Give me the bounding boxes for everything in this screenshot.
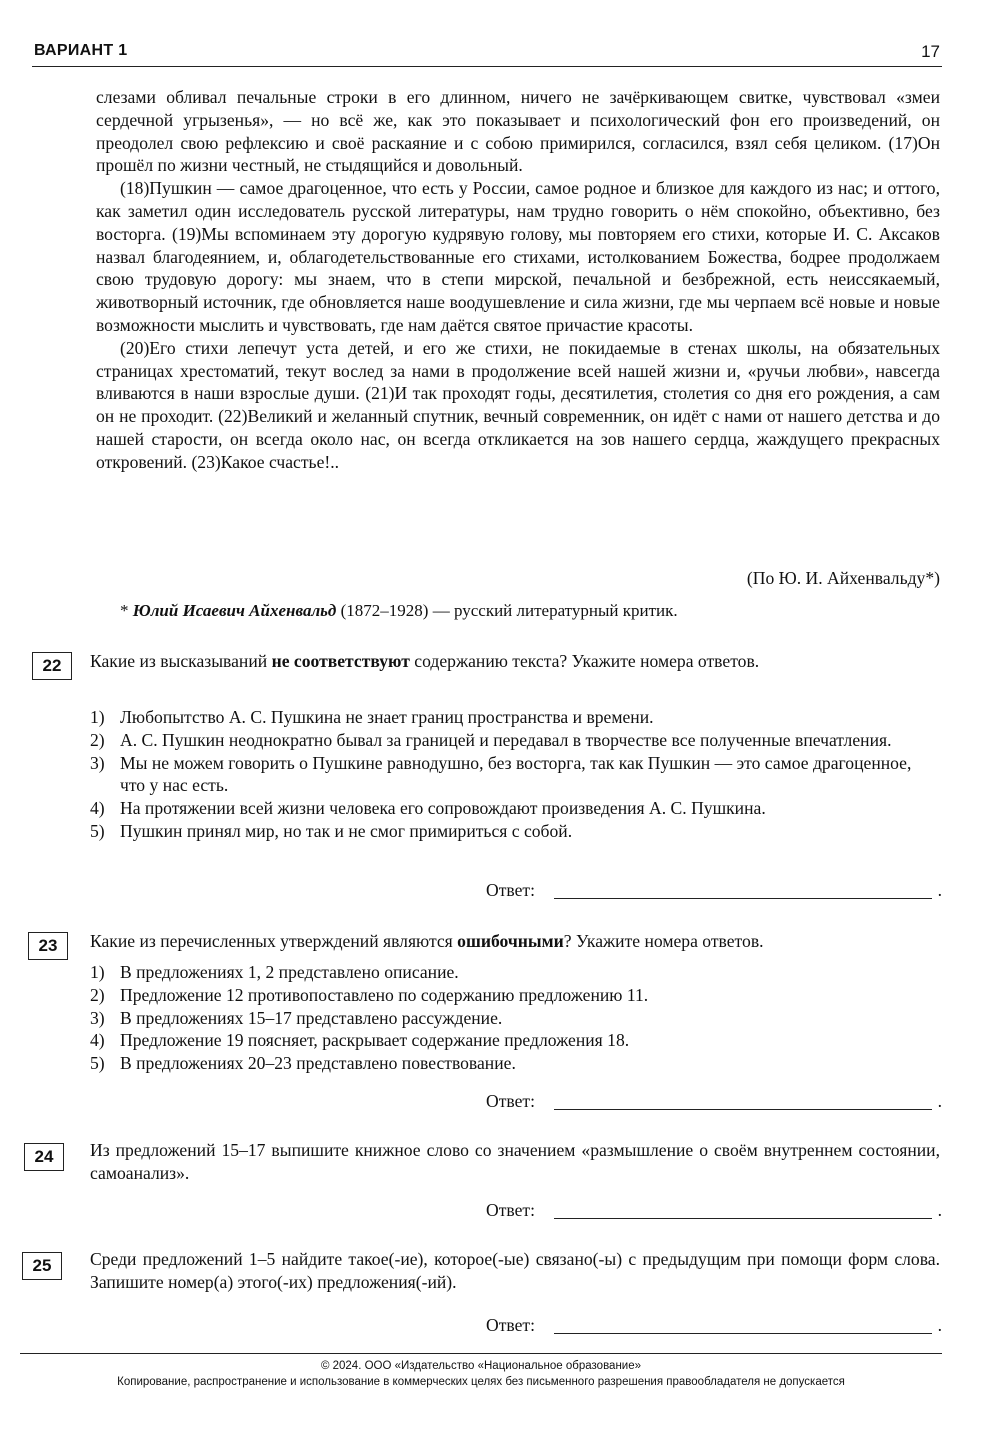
task-number-box: 25 <box>22 1252 62 1280</box>
variant-label: ВАРИАНТ 1 <box>34 42 128 59</box>
copyright-line: © 2024. ООО «Издательство «Национальное образование» <box>320 1360 642 1372</box>
author-footnote <box>120 601 678 621</box>
question-text: Какие из перечисленных утверждений являются <box>90 931 458 951</box>
footnote-marker: * <box>120 601 133 620</box>
option-item <box>90 1029 940 1052</box>
option-text: Любопытство А. С. Пушкина не знает границ пространства и времени. <box>120 707 654 727</box>
task-question: Среди предложений 1–5 найдите такое(-ие), которое(-ые) связано(-ы) с предыдущим при помощи форм слова. Запишите номер(а) этого(-их) предложения(-ий). <box>90 1249 940 1292</box>
footnote-text: (1872–1928) — русский литературный критик. <box>336 601 678 620</box>
option-text: Предложение 12 противопоставлено по содержанию предложению 11. <box>120 984 649 1005</box>
answer-label: Ответ: <box>486 1200 535 1220</box>
question-text: Какие из высказываний <box>90 651 272 671</box>
option-number: 2) <box>90 729 105 750</box>
option-number: 4) <box>90 798 105 819</box>
option-item <box>90 1052 940 1075</box>
passage-paragraph: слезами обливал печальные строки в его длинном, ничего не зачёркивающем свитке, чувствовал «змеи сердечной угрызенья», — но всё же, как это показывает и психологический фон его произведений, он преодолел свою рефлексию и своё раскаяние и с собою примирился, согласился, взял себя целиком. (17)Он прошёл по жизни честный, не стыдящийся и довольный. <box>96 87 940 176</box>
task-question <box>90 650 940 673</box>
question-emphasis: не соответствуют <box>271 651 410 671</box>
answer-field[interactable] <box>486 1315 942 1339</box>
option-number: 4) <box>90 1030 105 1051</box>
answer-period: . <box>937 1091 942 1111</box>
option-text: А. С. Пушкин неоднократно бывал за границей и передавал в творчестве все полученные впечатления. <box>120 729 892 750</box>
option-number: 5) <box>90 1053 105 1074</box>
options-list <box>90 961 940 1075</box>
reading-passage <box>96 86 940 474</box>
options-list <box>90 706 940 843</box>
task-number-box: 23 <box>28 932 68 960</box>
answer-period: . <box>937 1315 942 1335</box>
page-number: 17 <box>921 42 940 61</box>
option-item <box>90 1007 940 1030</box>
option-item <box>90 706 940 729</box>
option-text: В предложениях 20–23 представлено повествование. <box>120 1053 516 1074</box>
option-number: 3) <box>90 1007 105 1028</box>
copyright-notice: Копирование, распространение и использование в коммерческих целях без письменного разрешения правообладателя не допускается <box>117 1376 845 1388</box>
question-text: ? Укажите номера ответов. <box>563 931 764 951</box>
answer-line[interactable] <box>554 898 932 899</box>
option-number: 5) <box>90 820 105 841</box>
task-question: Из предложений 15–17 выпишите книжное слово со значением «размышление о своём внутреннем состоянии, самоанализ». <box>90 1140 940 1183</box>
answer-line[interactable] <box>554 1333 932 1334</box>
option-item <box>90 961 940 984</box>
footnote-author-name: Юлий Исаевич Айхенвальд <box>132 601 337 620</box>
answer-line[interactable] <box>554 1218 932 1219</box>
option-number: 2) <box>90 984 105 1005</box>
option-text: На протяжении всей жизни человека его сопровождают произведения А. С. Пушкина. <box>120 798 766 819</box>
answer-period: . <box>937 1200 942 1220</box>
task-question <box>90 930 940 953</box>
passage-paragraph: (20)Его стихи лепечут уста детей, и его же стихи, не покидаемые в стенах школы, на обязательных страницах хрестоматий, текут вослед за нами в продолжение всей нашей жизни и, «ручьи любви», навсегда вливаются в наши взрослые души. (21)И так проходят годы, десятилетия, столетия со дня его рождения, а сам он не проходит. (22)Великий и желанный спутник, вечный современник, он идёт с нами от нашего детства и до нашей старости, он всегда около нас, он всегда откликается на зов нашего сердца, жаждущего прекрасных откровений. (23)Какое счастье!.. <box>96 337 940 472</box>
question-text: содержанию текста? Укажите номера ответов. <box>409 651 760 671</box>
option-text: В предложениях 15–17 представлено рассуждение. <box>120 1007 503 1028</box>
option-item <box>90 797 940 820</box>
option-text: В предложениях 1, 2 представлено описание. <box>120 962 459 982</box>
task-number-box: 22 <box>32 652 72 680</box>
passage-source: (По Ю. И. Айхенвальду*) <box>746 568 940 588</box>
task-number-box: 24 <box>24 1143 64 1171</box>
option-text: Пушкин принял мир, но так и не смог примириться с собой. <box>120 820 573 841</box>
option-number: 1) <box>90 962 105 982</box>
option-text: Мы не можем говорить о Пушкине равнодушно, без восторга, так как Пушкин — это самое драгоценное, что у нас есть. <box>120 752 912 796</box>
answer-label: Ответ: <box>486 880 535 900</box>
page-footer <box>20 1353 942 1388</box>
question-emphasis: ошибочными <box>457 931 564 951</box>
option-number: 3) <box>90 752 105 773</box>
answer-label: Ответ: <box>486 1091 535 1111</box>
option-item <box>90 729 940 752</box>
page-header <box>32 40 942 67</box>
option-item <box>90 752 940 798</box>
option-text: Предложение 19 поясняет, раскрывает содержание предложения 18. <box>120 1030 630 1051</box>
answer-period: . <box>937 880 942 900</box>
option-item <box>90 984 940 1007</box>
option-item <box>90 820 940 843</box>
answer-line[interactable] <box>554 1109 932 1110</box>
answer-field[interactable] <box>486 1091 942 1115</box>
answer-field[interactable] <box>486 880 942 904</box>
option-number: 1) <box>90 707 105 727</box>
answer-field[interactable] <box>486 1200 942 1224</box>
answer-label: Ответ: <box>486 1315 535 1335</box>
passage-paragraph: (18)Пушкин — самое драгоценное, что есть у России, самое родное и близкое для каждого из нас; и оттого, как заметил один исследователь русской литературы, нам трудно говорить о нём спокойно, объективно, без восторга. (19)Мы вспоминаем эту дорогую кудрявую голову, мы повторяем его стихи, которые И. С. Аксаков назвал благодеянием, и, облагодетельствованные его стихами, истолкованием Божества, бодрее продолжаем свою трудовую дорогу: мы знаем, что в степи мирской, печальной и безбрежной, есть неиссякаемый, животворный источник, где обновляется наше воодушевление и сила жизни, где мы черпаем всё новые и новые возможности мыслить и чувствовать, где нам даётся святое причастие красоты. <box>96 178 940 335</box>
